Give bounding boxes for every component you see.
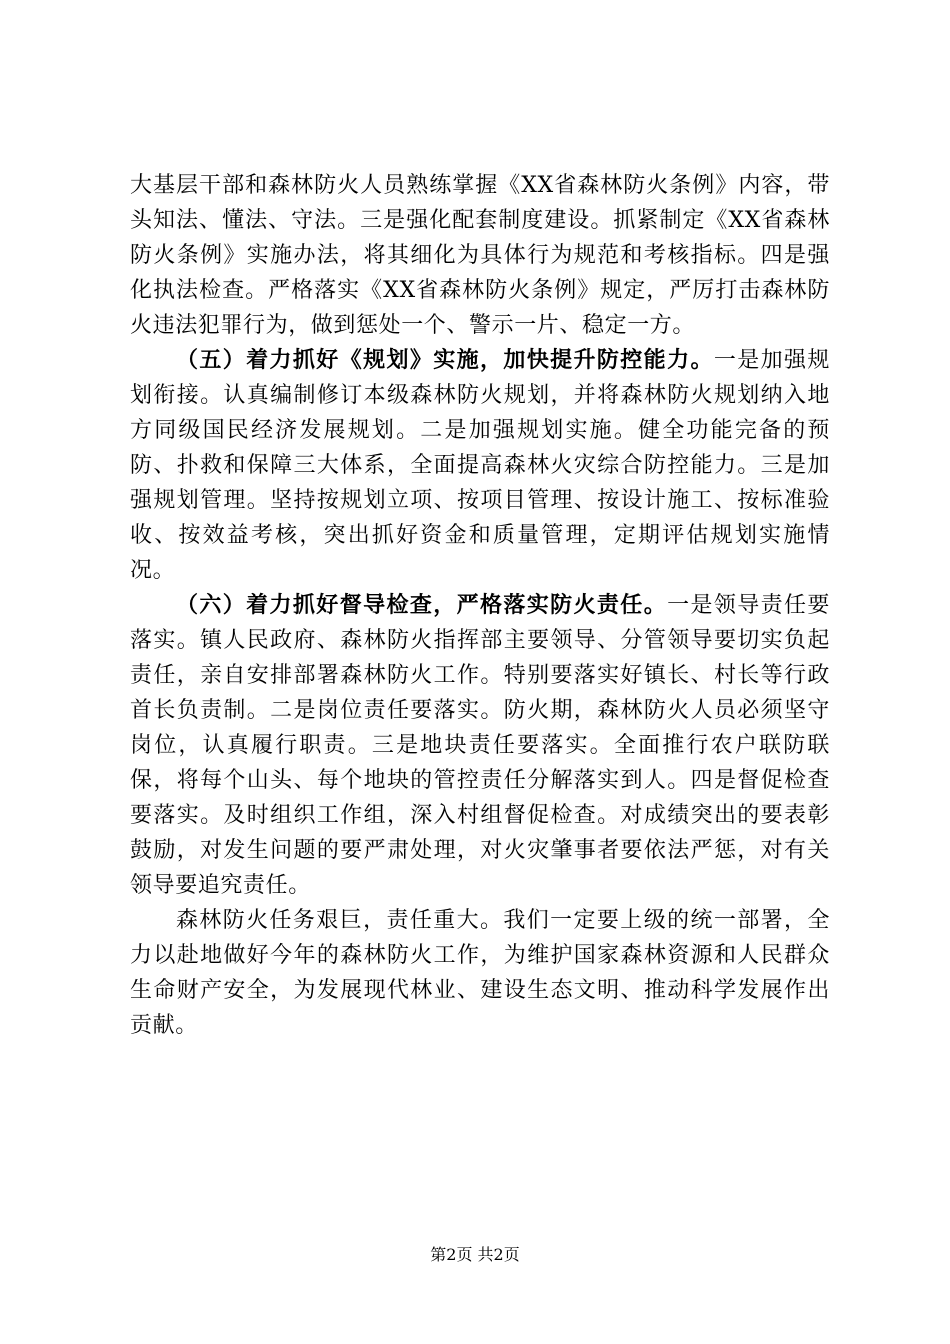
document-body: [130, 168, 830, 1043]
paragraph-continuation: [130, 168, 830, 343]
paragraph-section-6: [130, 588, 830, 903]
section-5-heading: （五）着力抓好《规划》实施，加快提升防控能力。: [176, 347, 714, 373]
paragraph-text: 大基层干部和森林防火人员熟练掌握《XX省森林防火条例》内容，带头知法、懂法、守法。三是强化配套制度建设。抓紧制定《XX省森林防火条例》实施办法，将其细化为具体行为规范和考核指标。四是强化执法检查。严格落实《XX省森林防火条例》规定，严厉打击森林防火违法犯罪行为，做到惩处一个、警示一片、稳定一方。: [130, 173, 830, 338]
paragraph-section-5: [130, 343, 830, 588]
page-number-label: 第2页 共2页: [430, 1245, 520, 1264]
paragraph-text: 森林防火任务艰巨，责任重大。我们一定要上级的统一部署，全力以赴地做好今年的森林防火工作，为维护国家森林资源和人民群众生命财产安全，为发展现代林业、建设生态文明、推动科学发展作出贡献。: [130, 908, 830, 1038]
page-footer: [0, 1245, 950, 1265]
paragraph-conclusion: [130, 903, 830, 1043]
paragraph-text: 一是加强规划衔接。认真编制修订本级森林防火规划，并将森林防火规划纳入地方同级国民经济发展规划。二是加强规划实施。健全功能完备的预防、扑救和保障三大体系，全面提高森林火灾综合防控能力。三是加强规划管理。坚持按规划立项、按项目管理、按设计施工、按标准验收、按效益考核，突出抓好资金和质量管理，定期评估规划实施情况。: [130, 348, 830, 583]
section-6-heading: （六）着力抓好督导检查，严格落实防火责任。: [176, 592, 668, 618]
paragraph-text: 一是领导责任要落实。镇人民政府、森林防火指挥部主要领导、分管领导要切实负起责任，亲自安排部署森林防火工作。特别要落实好镇长、村长等行政首长负责制。二是岗位责任要落实。防火期，森林防火人员必须坚守岗位，认真履行职责。三是地块责任要落实。全面推行农户联防联保，将每个山头、每个地块的管控责任分解落实到人。四是督促检查要落实。及时组织工作组，深入村组督促检查。对成绩突出的要表彰鼓励，对发生问题的要严肃处理，对火灾肇事者要依法严惩，对有关领导要追究责任。: [130, 593, 831, 898]
